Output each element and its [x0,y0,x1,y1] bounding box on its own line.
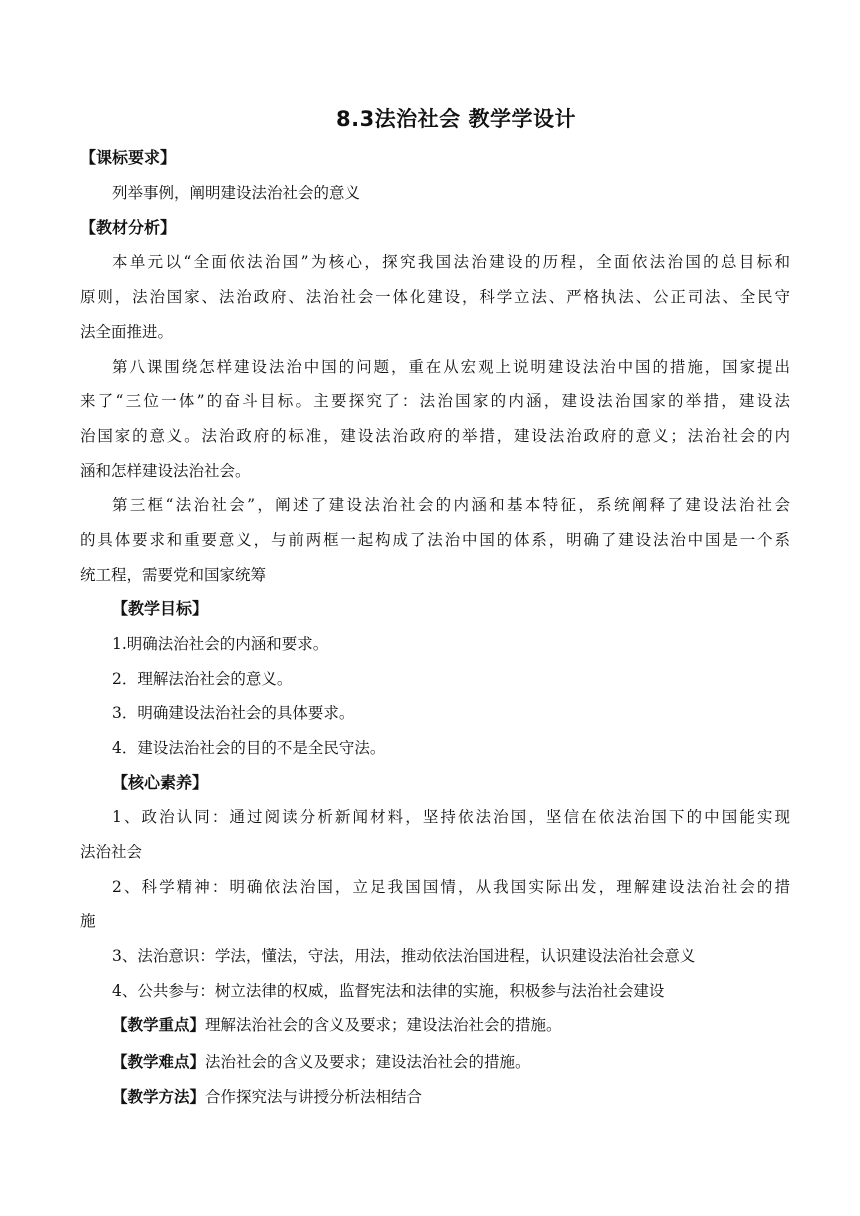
analysis-paragraph-2-line-1: 第八课围绕怎样建设法治中国的问题，重在从宏观上说明建设法治中国的措施，国家提出 [112,358,790,376]
literacy-item-1-line-2: 法治社会 [80,843,143,861]
analysis-paragraph-2-line-4: 涵和怎样建设法治社会。 [80,462,251,480]
analysis-paragraph-3-line-2: 的具体要求和重要意义，与前两框一起构成了法治中国的体系，明确了建设法治中国是一个系 [80,531,790,549]
analysis-paragraph-3-line-1: 第三框“法治社会”，阐述了建设法治社会的内涵和基本特征，系统阐释了建设法治社会 [112,496,790,514]
difficulty-text: 法治社会的含义及要求；建设法治社会的措施。 [205,1053,531,1071]
method-text: 合作探究法与讲授分析法相结合 [205,1088,423,1106]
analysis-paragraph-2-line-2: 来了“三位一体”的奋斗目标。主要探究了：法治国家的内涵，建设法治国家的举措，建设法 [80,392,790,410]
curriculum-standard-text: 列举事例，阐明建设法治社会的意义 [112,184,361,202]
objective-item-4: 4．建设法治社会的目的不是全民守法。 [112,739,386,757]
objective-item-3: 3．明确建设法治社会的具体要求。 [112,704,355,722]
literacy-item-4: 4、公共参与：树立法律的权威，监督宪法和法律的实施，积极参与法治社会建设 [112,982,665,1000]
heading-key-points: 【教学重点】 [112,1016,206,1034]
literacy-item-1-line-1: 1、政治认同：通过阅读分析新闻材料，坚持依法治国，坚信在依法治国下的中国能实现 [112,808,790,826]
objective-item-1: 1.明确法治社会的内涵和要求。 [112,635,329,653]
heading-curriculum-standard: 【课标要求】 [80,148,177,167]
analysis-paragraph-3-line-3: 统工程，需要党和国家统筹 [80,566,267,584]
key-points-line [112,1014,822,1036]
heading-teaching-objectives: 【教学目标】 [112,599,209,618]
analysis-paragraph-2-line-3: 治国家的意义。法治政府的标准，建设法治政府的举措，建设法治政府的意义；法治社会的内 [80,427,790,445]
document-title: 8.3法治社会 教学学设计 [335,107,576,131]
heading-difficulties: 【教学难点】 [112,1053,206,1071]
heading-core-literacy: 【核心素养】 [112,773,209,792]
difficulty-line [112,1051,822,1073]
analysis-paragraph-1-line-3: 法全面推进。 [80,323,174,341]
analysis-paragraph-1-line-1: 本单元以“全面依法治国”为核心，探究我国法治建设的历程，全面依法治国的总目标和 [112,253,790,271]
literacy-item-2-line-2: 施 [80,912,96,930]
objective-item-2: 2．理解法治社会的意义。 [112,670,293,688]
heading-teaching-method: 【教学方法】 [112,1088,206,1106]
literacy-item-2-line-1: 2、科学精神：明确依法治国，立足我国国情，从我国实际出发，理解建设法治社会的措 [112,878,790,896]
analysis-paragraph-1-line-2: 原则，法治国家、法治政府、法治社会一体化建设，科学立法、严格执法、公正司法、全民守 [80,288,790,306]
method-line [112,1086,822,1108]
heading-textbook-analysis: 【教材分析】 [80,218,177,237]
literacy-item-3: 3、法治意识：学法，懂法，守法，用法，推动依法治国进程，认识建设法治社会意义 [112,947,696,965]
key-points-text: 理解法治社会的含义及要求；建设法治社会的措施。 [205,1016,562,1034]
